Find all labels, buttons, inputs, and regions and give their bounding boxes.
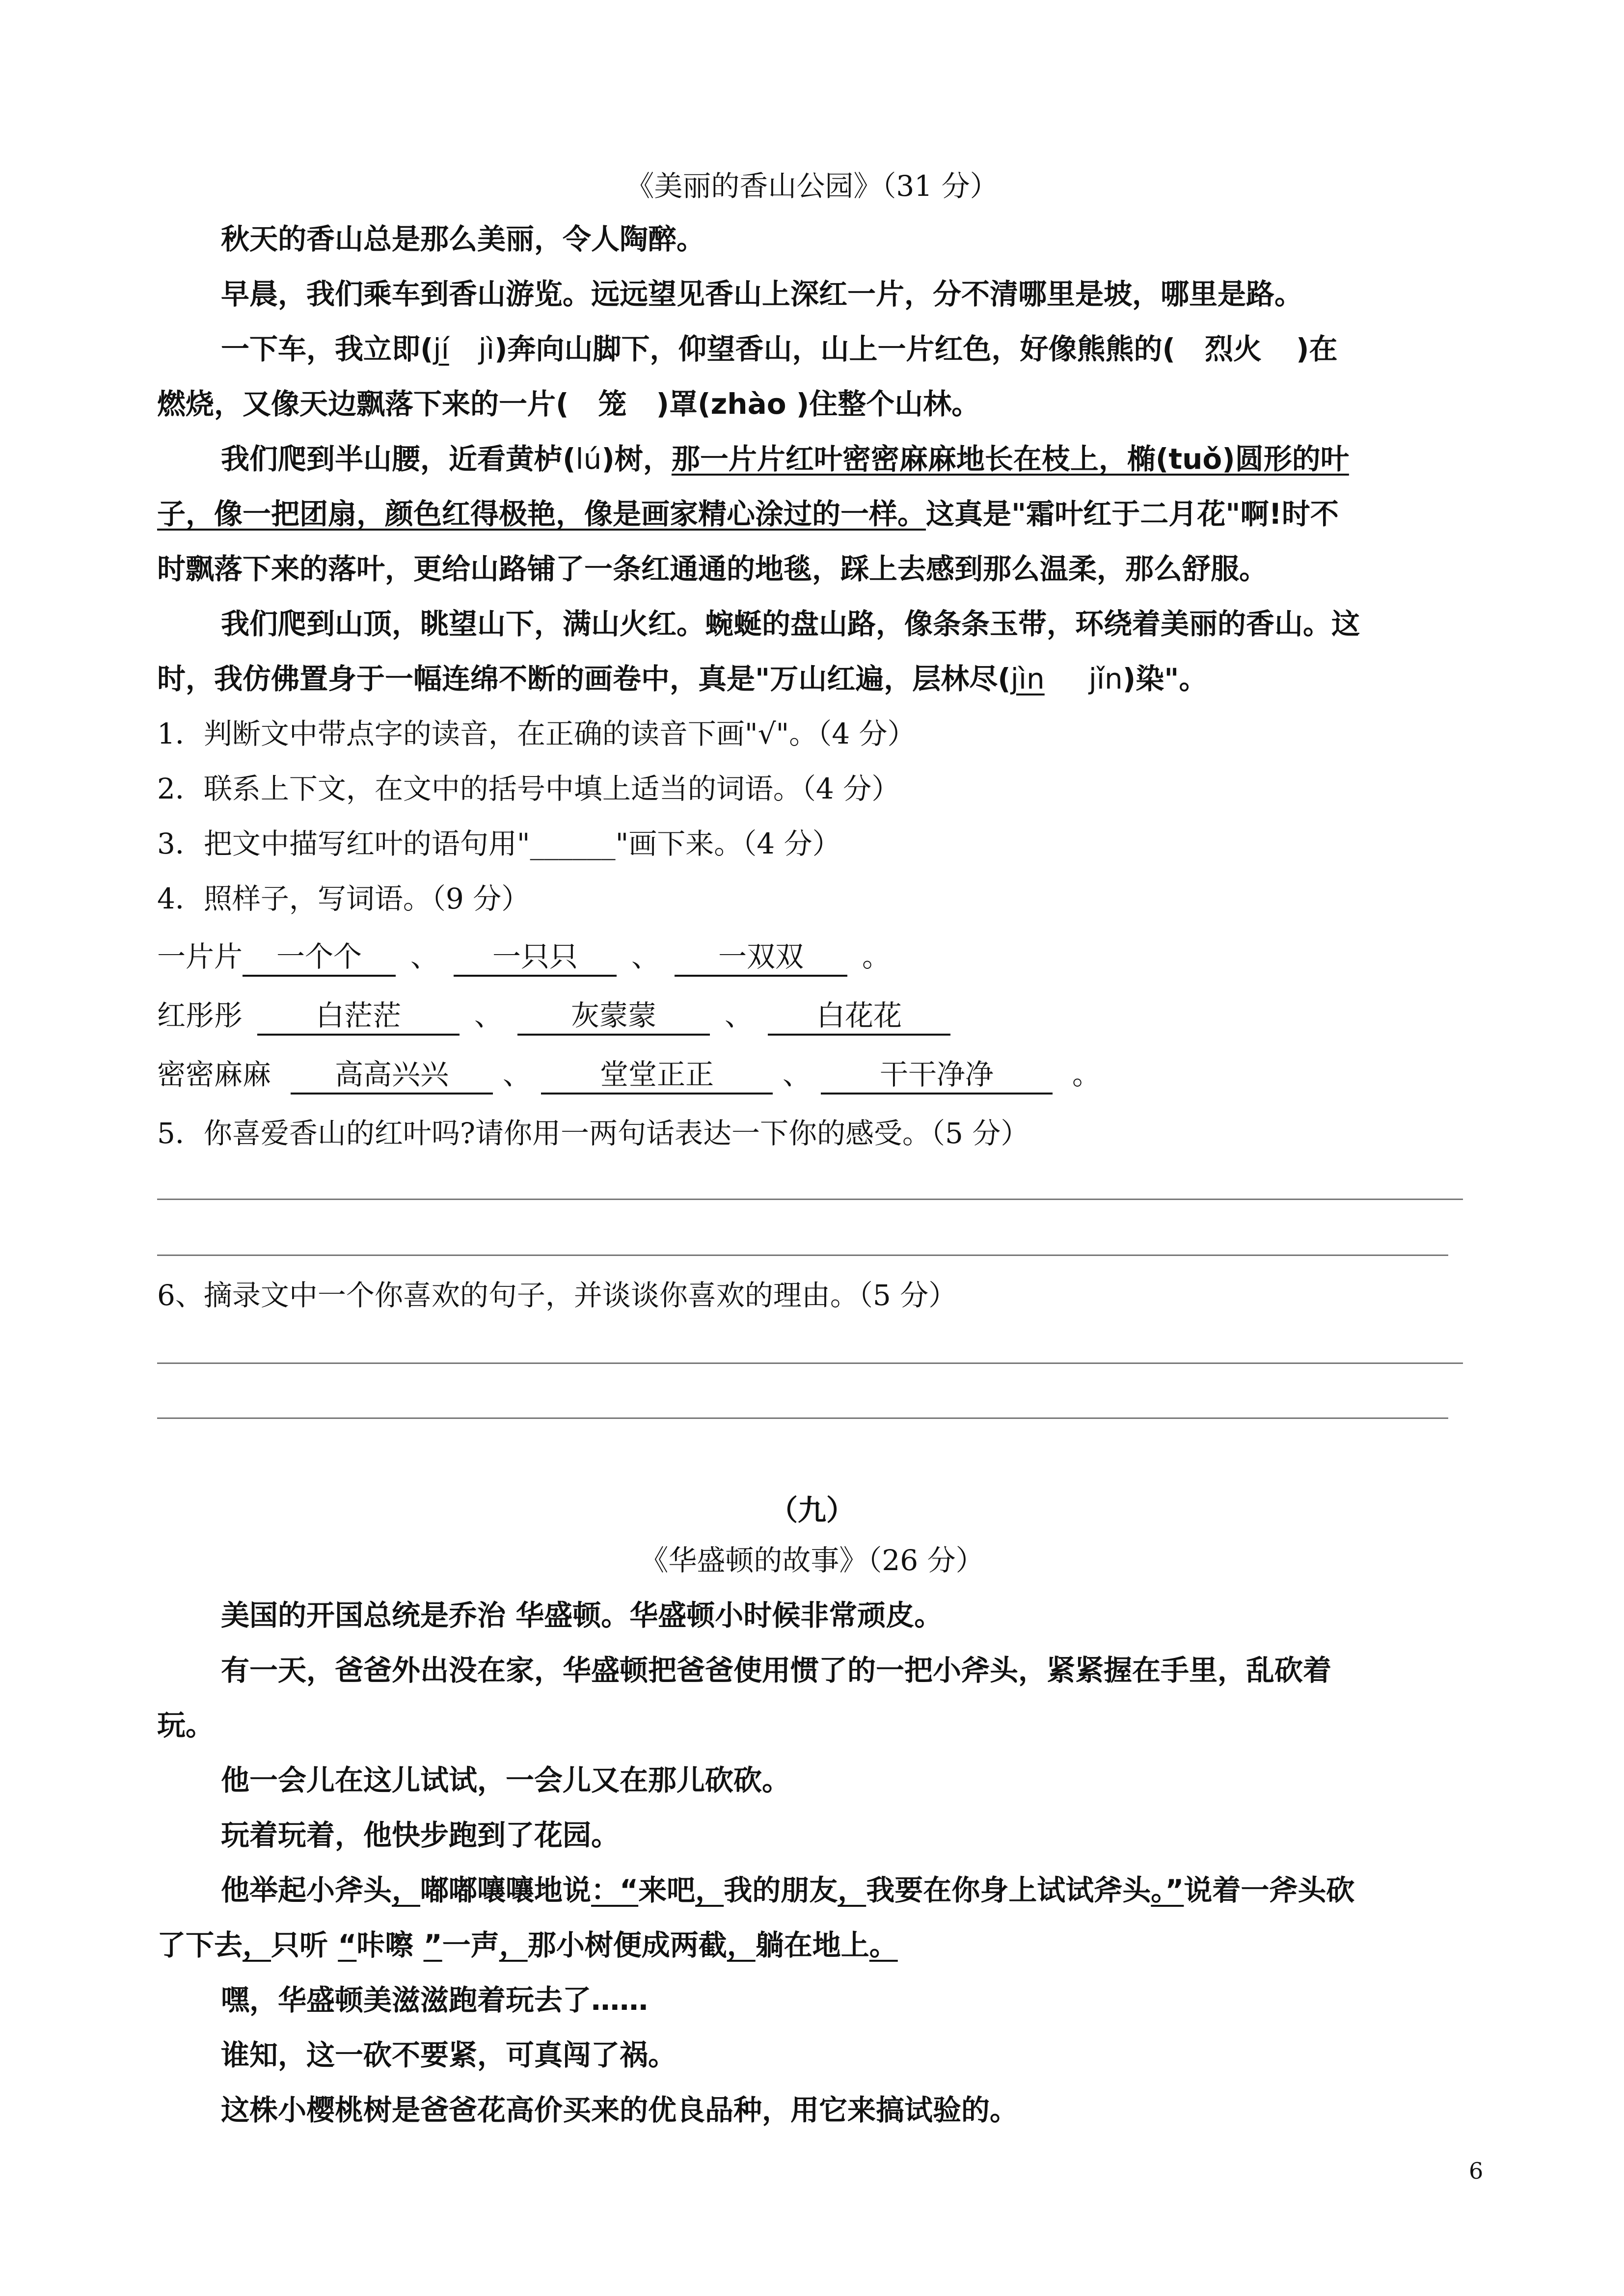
period: 。	[862, 940, 891, 973]
answer-line[interactable]	[157, 1255, 1448, 1256]
word-row-1	[157, 942, 891, 977]
separator: 、	[503, 1058, 532, 1091]
paragraph-3: 他一会儿在这儿试试，一会儿又在那儿砍砍。	[221, 1763, 791, 1797]
paragraph-2: 早晨，我们乘车到香山游览。远远望见香山上深红一片，分不清哪里是坡，哪里是路。	[221, 277, 1303, 311]
text-segment: 时，我仿佛置身于一幅连绵不断的画卷中，真是"万山红遍，层林尽(	[157, 662, 1011, 695]
question-1: 1．判断文中带点字的读音，在正确的读音下画"√"。（4 分）	[157, 717, 916, 750]
text-segment: 说着一斧头砍	[1184, 1873, 1355, 1907]
question-4: 4．照样子，写词语。（9 分）	[157, 882, 530, 915]
answer-blank[interactable]: 高高兴兴	[291, 1060, 493, 1095]
answer-blank[interactable]: 灰蒙蒙	[517, 1001, 710, 1036]
section-number: （九）	[769, 1494, 855, 1527]
paragraph-3-line-1	[221, 332, 1338, 366]
punctuation-blank: ，	[243, 1928, 271, 1962]
text-segment: 一下车，我立即(	[221, 332, 433, 366]
answer-line[interactable]	[157, 1199, 1463, 1200]
punctuation-blank: 。”	[1151, 1873, 1184, 1907]
answer-line[interactable]	[157, 1417, 1448, 1419]
question-2: 2．联系上下文，在文中的括号中填上适当的词语。（4 分）	[157, 772, 900, 805]
text-segment: )染"。	[1122, 662, 1208, 695]
text-segment: 这真是"霜叶红于二月花"啊!时不	[926, 497, 1339, 531]
underlined-sentence: 那一片片红叶密密麻麻地长在枝上，椭(tuǒ)圆形的叶	[671, 442, 1349, 476]
answer-line[interactable]	[157, 1362, 1463, 1364]
paragraph-5-line-1: 我们爬到山顶，眺望山下，满山火红。蜿蜒的盘山路，像条条玉带，环绕着美丽的香山。这	[221, 607, 1360, 641]
paragraph-5-line-1	[221, 1873, 1355, 1907]
punctuation-blank: 。	[869, 1928, 898, 1962]
page-number: 6	[1469, 2158, 1484, 2184]
punctuation-blank: ，	[695, 1873, 724, 1907]
paragraph-3-line-2	[157, 387, 980, 421]
example-word: 一片片	[157, 940, 243, 973]
paragraph-1: 秋天的香山总是那么美丽，令人陶醉。	[221, 222, 705, 256]
separator: 、	[410, 940, 439, 973]
paragraph-5-line-2	[157, 1928, 898, 1962]
text-segment: 他举起小斧头	[221, 1873, 392, 1907]
filled-answer: 烈火	[1205, 332, 1262, 366]
punctuation-blank: ”	[423, 1928, 442, 1962]
text-segment: )树，	[601, 442, 672, 476]
paragraph-7: 谁知，这一砍不要紧，可真闯了祸。	[221, 2038, 677, 2072]
example-word: 密密麻麻	[157, 1058, 271, 1091]
paragraph-2-line-1: 有一天，爸爸外出没在家，华盛顿把爸爸使用惯了的一把小斧头，紧紧握在手里，乱砍着	[221, 1654, 1332, 1687]
punctuation-blank: ：“	[591, 1873, 639, 1907]
paragraph-5-line-2	[157, 662, 1208, 695]
passage-title: 《华盛顿的故事》（26 分）	[640, 1544, 984, 1577]
paragraph-4-line-1	[221, 442, 1349, 476]
paragraph-4-line-3: 时飘落下来的落叶，更给山路铺了一条红通通的地毯，踩上去感到那么温柔，那么舒服。	[157, 552, 1268, 586]
text-segment: 来吧	[638, 1873, 696, 1907]
pinyin-option: jǐn	[1088, 662, 1123, 695]
separator: 、	[783, 1058, 812, 1091]
text-segment: 我们爬到半山腰，近看黄栌(	[221, 442, 576, 476]
question-3: 3．把文中描写红叶的语句用"______"画下来。（4 分）	[157, 827, 841, 860]
punctuation-blank: ，	[499, 1928, 528, 1962]
text-segment: 咔嚓	[356, 1928, 424, 1962]
answer-blank[interactable]: 白花花	[768, 1001, 950, 1036]
paragraph-1: 美国的开国总统是乔治 华盛顿。华盛顿小时候非常顽皮。	[221, 1599, 943, 1632]
punctuation-blank: ，	[727, 1928, 756, 1962]
text-segment: 躺在地上	[755, 1928, 869, 1962]
punctuation-blank: ，	[392, 1873, 421, 1907]
period: 。	[1072, 1058, 1101, 1091]
underlined-sentence: 子，像一把团扇，颜色红得极艳，像是画家精心涂过的一样。	[157, 497, 926, 531]
text-segment: 嘟嘟嚷嚷地说	[420, 1873, 592, 1907]
answer-blank[interactable]: 白茫茫	[257, 1001, 460, 1036]
text-segment: 了下去	[157, 1928, 243, 1962]
separator: 、	[725, 999, 754, 1032]
answer-blank[interactable]: 一双双	[675, 942, 847, 977]
paragraph-6: 嘿，华盛顿美滋滋跑着玩去了……	[221, 1983, 649, 2017]
paragraph-8: 这株小樱桃树是爸爸花高价买来的优良品种，用它来搞试验的。	[221, 2093, 1019, 2127]
answer-blank[interactable]: 一个个	[243, 942, 396, 977]
pinyin-option: jìn	[1010, 662, 1045, 695]
separator: 、	[474, 999, 503, 1032]
paragraph-2-line-2: 玩。	[157, 1709, 215, 1742]
text-segment: 我要在你身上试试斧头	[866, 1873, 1151, 1907]
text-segment: )奔向山脚下，仰望香山，山上一片红色，好像熊熊的(	[494, 332, 1176, 366]
question-5: 5．你喜爱香山的红叶吗?请你用一两句话表达一下你的感受。（5 分）	[157, 1117, 1029, 1150]
punctuation-blank: ，	[838, 1873, 866, 1907]
text-segment: 一声	[442, 1928, 499, 1962]
answer-blank[interactable]: 堂堂正正	[541, 1060, 773, 1095]
text-segment: )罩(zhào )住整个山林。	[656, 387, 980, 421]
pinyin-option: jì	[478, 332, 494, 366]
text-segment: 我的朋友	[724, 1873, 838, 1907]
text-segment: )在	[1296, 332, 1338, 366]
answer-blank[interactable]: 一只只	[454, 942, 617, 977]
paragraph-4: 玩着玩着，他快步跑到了花园。	[221, 1818, 620, 1852]
question-6: 6、摘录文中一个你喜欢的句子，并谈谈你喜欢的理由。（5 分）	[157, 1279, 957, 1312]
passage-title: 《美丽的香山公园》（31 分）	[625, 169, 999, 203]
text-segment: 只听	[271, 1928, 338, 1962]
word-row-2	[157, 1001, 950, 1036]
separator: 、	[631, 940, 660, 973]
pinyin-option: jí	[433, 332, 449, 366]
word-row-3	[157, 1060, 1101, 1095]
punctuation-blank: “	[338, 1928, 357, 1962]
text-segment: 燃烧，又像天边飘落下来的一片(	[157, 387, 569, 421]
pinyin: lú	[575, 442, 602, 476]
filled-answer: 笼	[598, 387, 627, 421]
paragraph-4-line-2	[157, 497, 1339, 531]
example-word: 红彤彤	[157, 999, 243, 1032]
answer-blank[interactable]: 干干净净	[821, 1060, 1053, 1095]
text-segment: 那小树便成两截	[527, 1928, 727, 1962]
